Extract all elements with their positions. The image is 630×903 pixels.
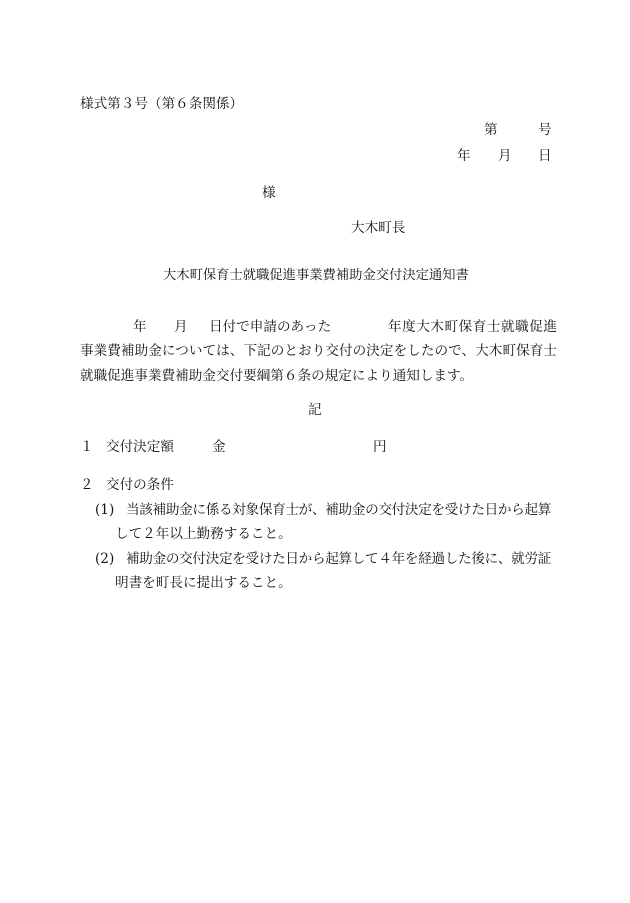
item-2-number: ２ xyxy=(80,477,94,493)
condition-2-number: (2) xyxy=(95,551,115,567)
body-line-3: 就職促進事業費補助金交付要綱第６条の規定により通知します。 xyxy=(80,368,474,384)
note-heading: 記 xyxy=(308,402,322,418)
body-year: 年 xyxy=(133,319,147,335)
body-fiscal-year-text: 年度大木町保育士就職促進 xyxy=(388,319,557,335)
item-1-amount-prefix: 金 xyxy=(212,439,226,455)
recipient-honorific: 様 xyxy=(262,185,276,201)
date-year: 年 xyxy=(457,148,471,164)
condition-2-line-1: 補助金の交付決定を受けた日から起算して４年を経過した後に、就労証 xyxy=(126,551,551,567)
body-day-text: 日付で申請のあった xyxy=(209,319,332,335)
issuer-name: 大木町長 xyxy=(351,220,406,236)
date-month: 月 xyxy=(498,148,512,164)
condition-1-line-1: 当該補助金に係る対象保育士が、補助金の交付決定を受けた日から起算 xyxy=(126,502,551,518)
date-day: 日 xyxy=(538,148,552,164)
body-month: 月 xyxy=(174,319,188,335)
form-number: 様式第３号（第６条関係） xyxy=(80,96,244,112)
doc-number-prefix: 第 xyxy=(484,122,498,138)
condition-1-line-2: して２年以上勤務すること。 xyxy=(115,526,292,542)
doc-number-suffix: 号 xyxy=(538,122,552,138)
body-line-2: 事業費補助金については、下記のとおり交付の決定をしたので、大木町保育士 xyxy=(80,343,557,359)
item-1-number: １ xyxy=(80,439,94,455)
item-1-amount-unit: 円 xyxy=(373,439,387,455)
item-1-label: 交付決定額 xyxy=(106,439,174,455)
document-title: 大木町保育士就職促進事業費補助金交付決定通知書 xyxy=(163,268,469,283)
item-2-label: 交付の条件 xyxy=(106,477,174,493)
condition-2-line-2: 明書を町長に提出すること。 xyxy=(115,575,292,591)
condition-1-number: (1) xyxy=(95,502,115,518)
